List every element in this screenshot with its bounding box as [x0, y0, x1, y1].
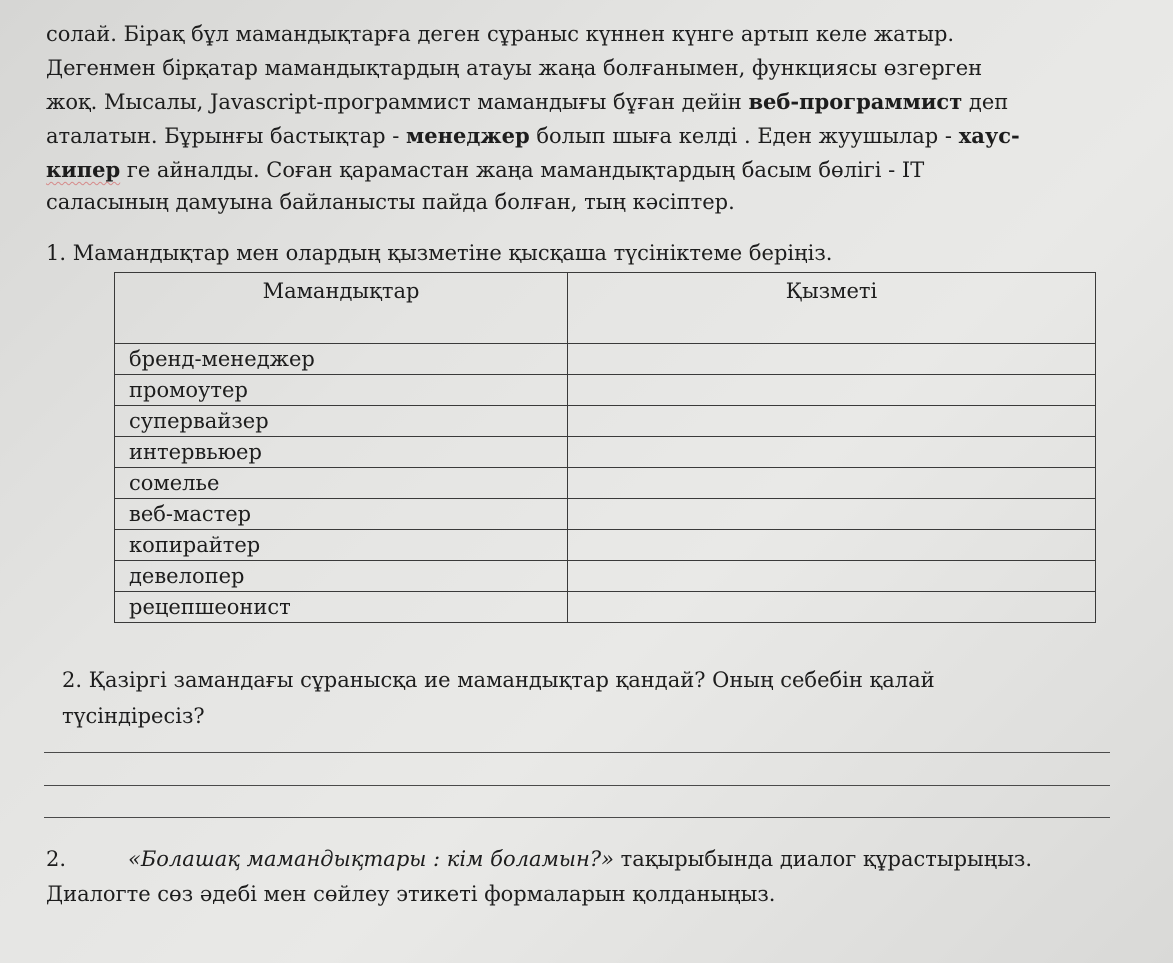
task3-instruction: Диалогте сөз әдебі мен сөйлеу этикеті формаларын қолданыңыз.: [46, 882, 776, 906]
intro-line-2: [46, 54, 1086, 82]
task3-topic: «Болашақ мамандықтары : кім боламын?»: [128, 847, 614, 871]
answer-line[interactable]: [44, 752, 1110, 753]
table-row: [115, 375, 1096, 406]
task2-question: 2. Қазіргі замандағы сұранысқа ие мамандықтар қандай? Оның себебін қалай түсіндіресіз?: [62, 668, 935, 728]
function-cell[interactable]: [568, 592, 1096, 623]
answer-line[interactable]: [44, 785, 1110, 786]
profession-cell: веб-мастер: [115, 499, 568, 530]
intro-text: солай. Бірақ бұл мамандықтарға деген сұраныс күннен күнге артып келе жатыр.: [46, 22, 955, 46]
intro-line-6: [46, 188, 1086, 216]
profession-cell: сомелье: [115, 468, 568, 499]
header-function: Қызметі: [568, 273, 1096, 344]
header-professions: Мамандықтар: [115, 273, 568, 344]
table-row: [115, 406, 1096, 437]
intro-line-3: [46, 88, 1086, 116]
intro-text: Дегенмен бірқатар мамандықтардың атауы жаңа болғанымен, функциясы өзгерген: [46, 56, 983, 80]
function-cell[interactable]: [568, 530, 1096, 561]
bold-term: менеджер: [406, 123, 530, 148]
function-cell[interactable]: [568, 375, 1096, 406]
profession-cell: промоутер: [115, 375, 568, 406]
function-cell[interactable]: [568, 437, 1096, 468]
function-cell[interactable]: [568, 561, 1096, 592]
profession-cell: интервьюер: [115, 437, 568, 468]
profession-cell: копирайтер: [115, 530, 568, 561]
answer-line[interactable]: [44, 817, 1110, 818]
bold-term: веб-программист: [748, 89, 963, 114]
task1-question: 1. Мамандықтар мен олардың қызметіне қысқаша түсініктеме беріңіз.: [46, 241, 833, 265]
table-row: [115, 499, 1096, 530]
profession-cell: супервайзер: [115, 406, 568, 437]
task3-text: тақырыбында диалог құрастырыңыз.: [613, 847, 1033, 871]
intro-text: саласының дамуына байланысты пайда болған, тың кәсіптер.: [46, 190, 735, 214]
function-cell[interactable]: [568, 406, 1096, 437]
function-cell[interactable]: [568, 468, 1096, 499]
table-row: [115, 592, 1096, 623]
profession-cell: рецепшеонист: [115, 592, 568, 623]
profession-cell: девелопер: [115, 561, 568, 592]
task3-question: [46, 847, 1032, 871]
intro-line-1: [46, 20, 1086, 48]
function-cell[interactable]: [568, 344, 1096, 375]
intro-text: деп: [962, 90, 1009, 114]
intro-line-5: [46, 156, 1086, 184]
professions-table: [114, 272, 1096, 623]
function-cell[interactable]: [568, 499, 1096, 530]
intro-text: аталатын. Бұрынғы бастықтар -: [46, 124, 407, 148]
bold-term: кипер: [46, 157, 121, 182]
table-row: [115, 561, 1096, 592]
intro-line-4: [46, 122, 1086, 150]
profession-cell: бренд-менеджер: [115, 344, 568, 375]
intro-text: ге айналды. Соған қарамастан жаңа мамандықтардың басым бөлігі - IT: [120, 158, 925, 182]
table-header-row: [115, 273, 1096, 344]
intro-text: жоқ. Мысалы, Javascript-программист мамандығы бұған дейін: [46, 90, 749, 114]
table-row: [115, 530, 1096, 561]
table-row: [115, 344, 1096, 375]
intro-text: болып шыға келді . Еден жуушылар -: [529, 124, 959, 148]
bold-term: хаус-: [958, 123, 1020, 148]
table-row: [115, 468, 1096, 499]
task3-number: 2.: [46, 847, 67, 871]
table-row: [115, 437, 1096, 468]
